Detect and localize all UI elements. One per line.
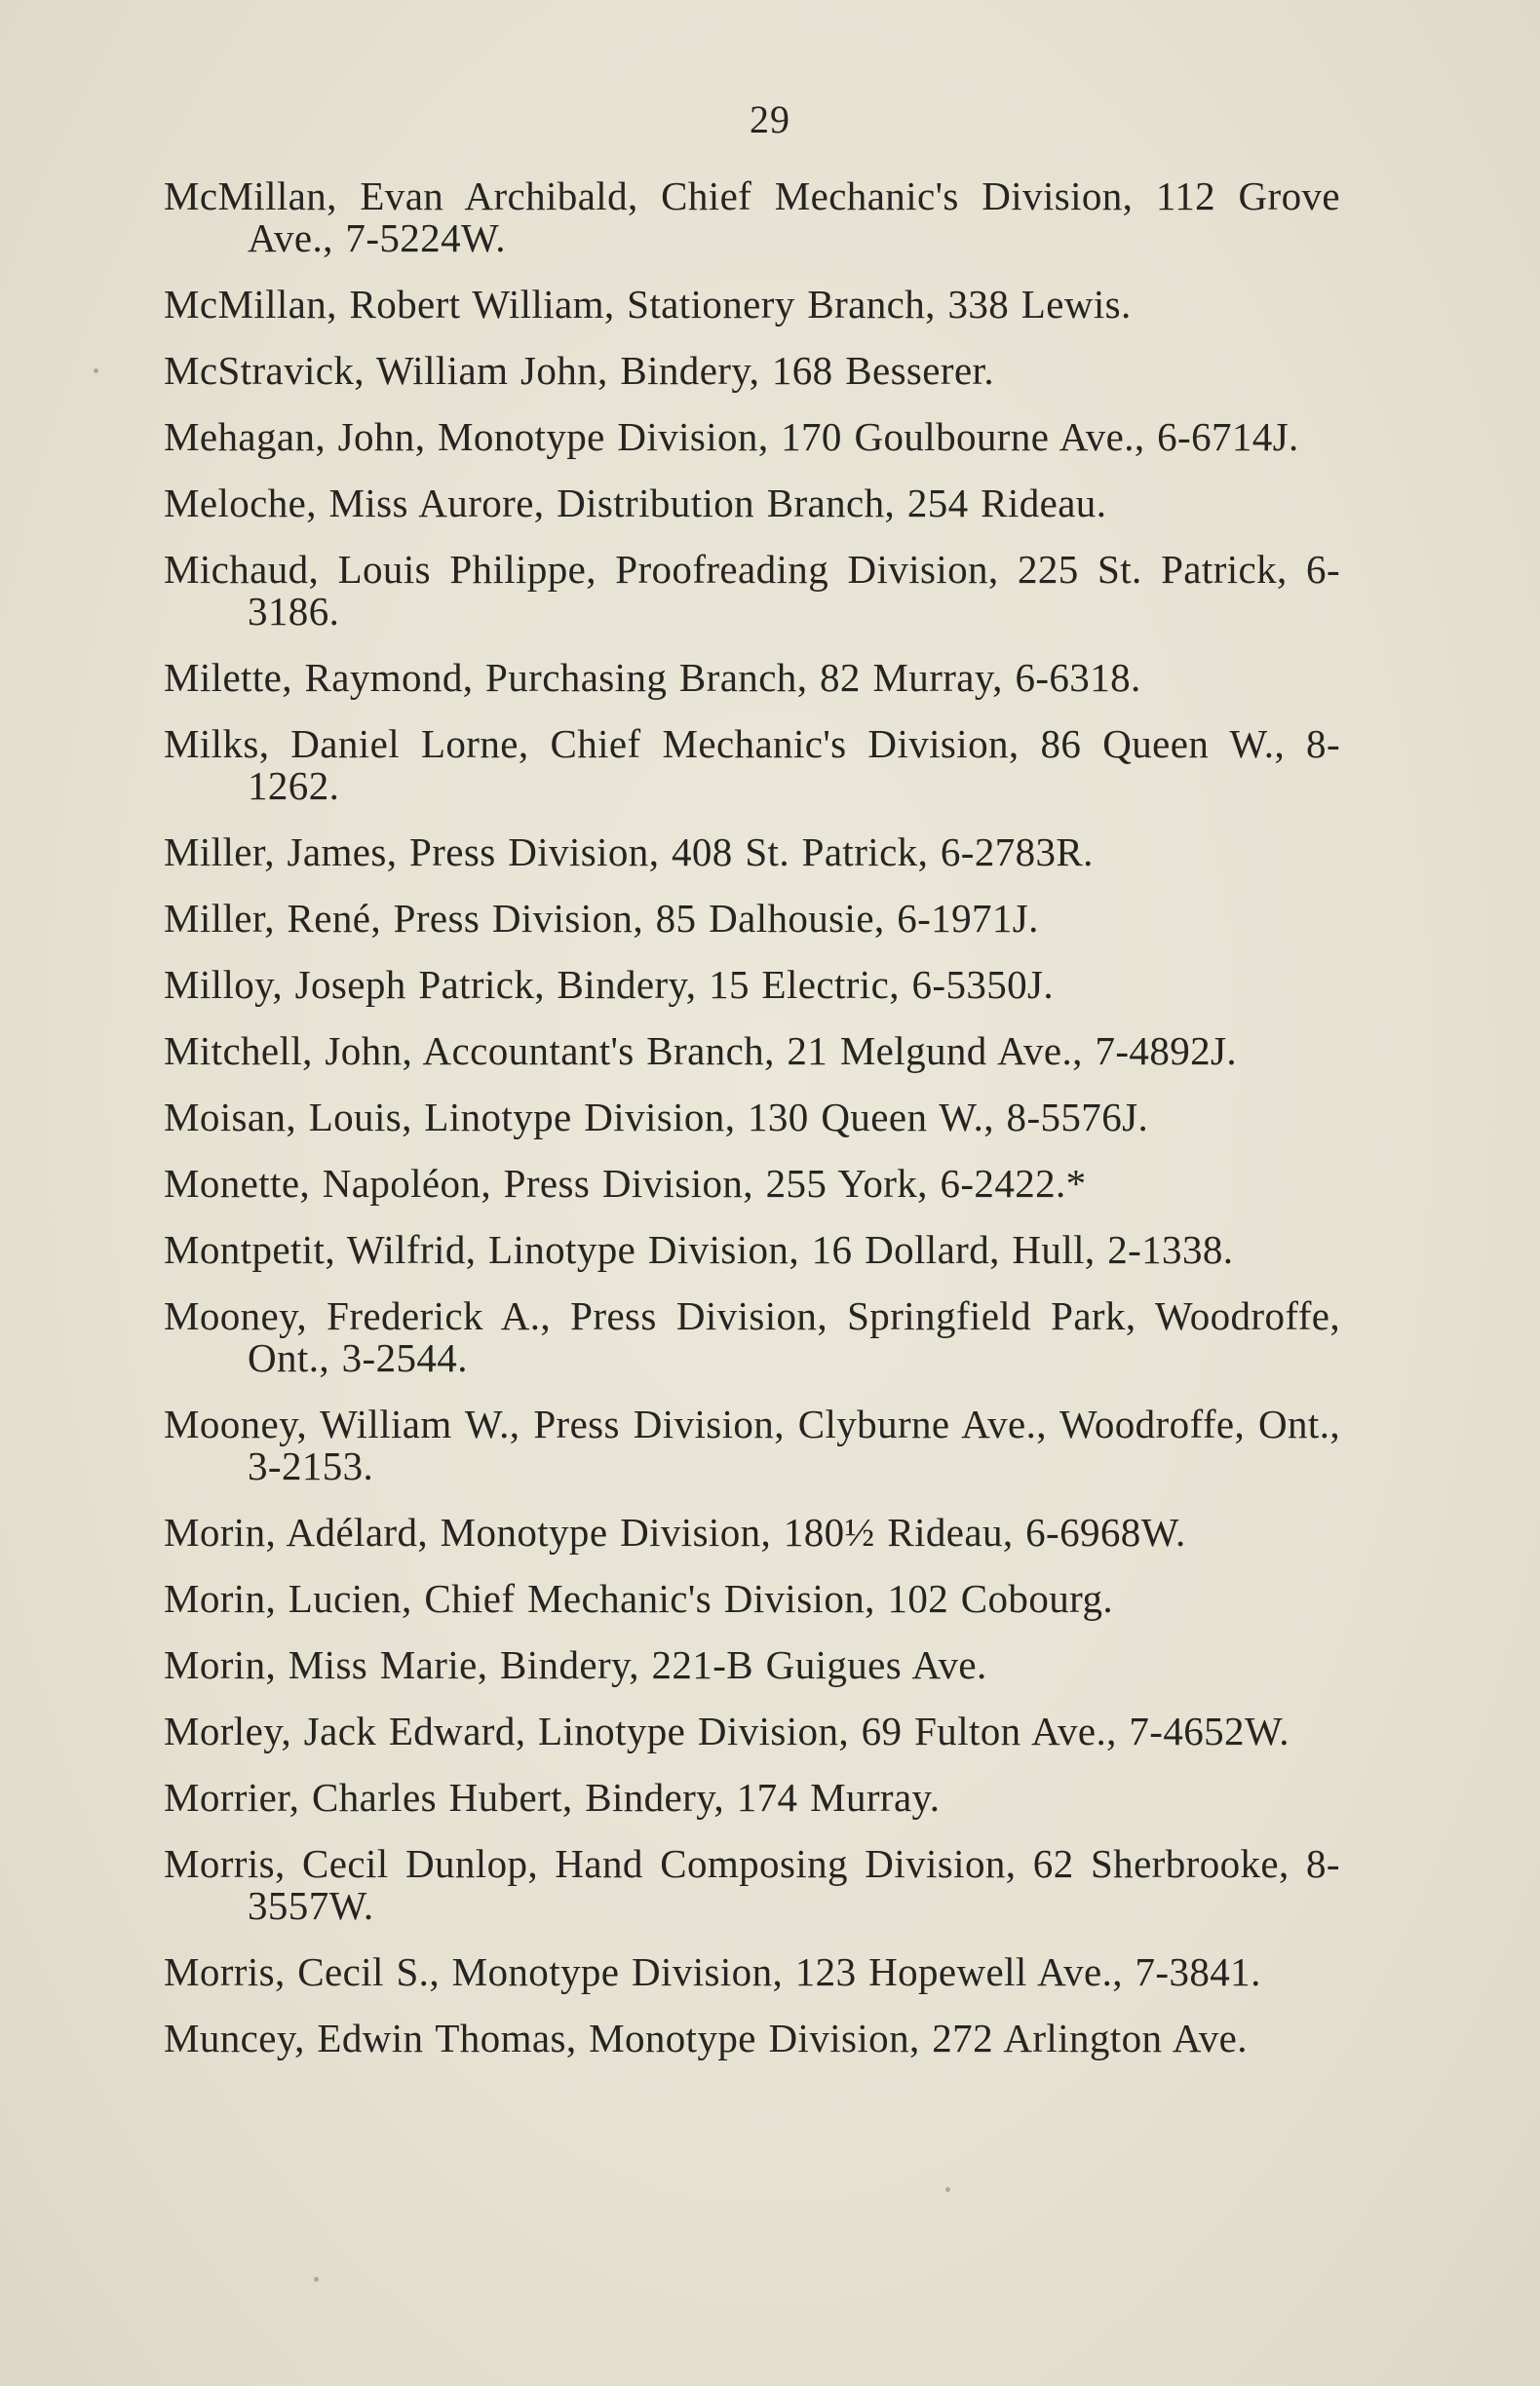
directory-entry: Mehagan, John, Monotype Division, 170 Goulbourne Ave., 6-6714J.	[164, 414, 1299, 459]
directory-entry: Morris, Cecil Dunlop, Hand Composing Division, 62 Sherbrooke, 8-3557W.	[164, 1841, 1340, 1928]
directory-entry: Morin, Adélard, Monotype Division, 180½ Rideau, 6-6968W.	[164, 1510, 1186, 1555]
directory-entry: Moisan, Louis, Linotype Division, 130 Queen W., 8-5576J.	[164, 1095, 1149, 1139]
directory-entry: Morley, Jack Edward, Linotype Division, 69 Fulton Ave., 7-4652W.	[164, 1709, 1290, 1753]
directory-entry: Morris, Cecil S., Monotype Division, 123 Hopewell Ave., 7-3841.	[164, 1949, 1261, 1994]
directory-entry: Morin, Miss Marie, Bindery, 221-B Guigues Ave.	[164, 1642, 987, 1687]
directory-entry: Milloy, Joseph Patrick, Bindery, 15 Electric, 6-5350J.	[164, 962, 1055, 1007]
directory-entry: Mooney, Frederick A., Press Division, Springfield Park, Woodroffe, Ont., 3-2544.	[164, 1293, 1340, 1380]
directory-entry: Muncey, Edwin Thomas, Monotype Division, 272 Arlington Ave.	[164, 2016, 1248, 2060]
directory-entry: McStravick, William John, Bindery, 168 Besserer.	[164, 348, 994, 393]
directory-entry: Morin, Lucien, Chief Mechanic's Division, 102 Cobourg.	[164, 1576, 1113, 1621]
directory-entry: Miller, James, Press Division, 408 St. Patrick, 6-2783R.	[164, 829, 1094, 874]
directory-entry: Montpetit, Wilfrid, Linotype Division, 16 Dollard, Hull, 2-1338.	[164, 1227, 1234, 1272]
directory-entry: McMillan, Robert William, Stationery Branch, 338 Lewis.	[164, 282, 1132, 327]
directory-entry: Mitchell, John, Accountant's Branch, 21 Melgund Ave., 7-4892J.	[164, 1028, 1238, 1073]
directory-entry: Meloche, Miss Aurore, Distribution Branch, 254 Rideau.	[164, 481, 1107, 525]
directory-entry: Milks, Daniel Lorne, Chief Mechanic's Division, 86 Queen W., 8-1262.	[164, 721, 1340, 808]
page-number: 29	[750, 97, 790, 141]
directory-entry: Michaud, Louis Philippe, Proofreading Division, 225 St. Patrick, 6-3186.	[164, 547, 1340, 634]
directory-entry: McMillan, Evan Archibald, Chief Mechanic's Division, 112 Grove Ave., 7-5224W.	[164, 173, 1340, 260]
paper-speck	[945, 2187, 950, 2192]
paper-speck	[94, 368, 98, 373]
directory-list	[164, 175, 1340, 2084]
directory-entry: Morrier, Charles Hubert, Bindery, 174 Murray.	[164, 1775, 941, 1820]
paper-speck	[314, 2277, 319, 2282]
directory-entry: Monette, Napoléon, Press Division, 255 York, 6-2422.*	[164, 1161, 1087, 1206]
directory-entry: Mooney, William W., Press Division, Clyburne Ave., Woodroffe, Ont., 3-2153.	[164, 1402, 1340, 1488]
directory-entry: Miller, René, Press Division, 85 Dalhousie, 6-1971J.	[164, 896, 1039, 941]
directory-entry: Milette, Raymond, Purchasing Branch, 82 Murray, 6-6318.	[164, 655, 1141, 700]
